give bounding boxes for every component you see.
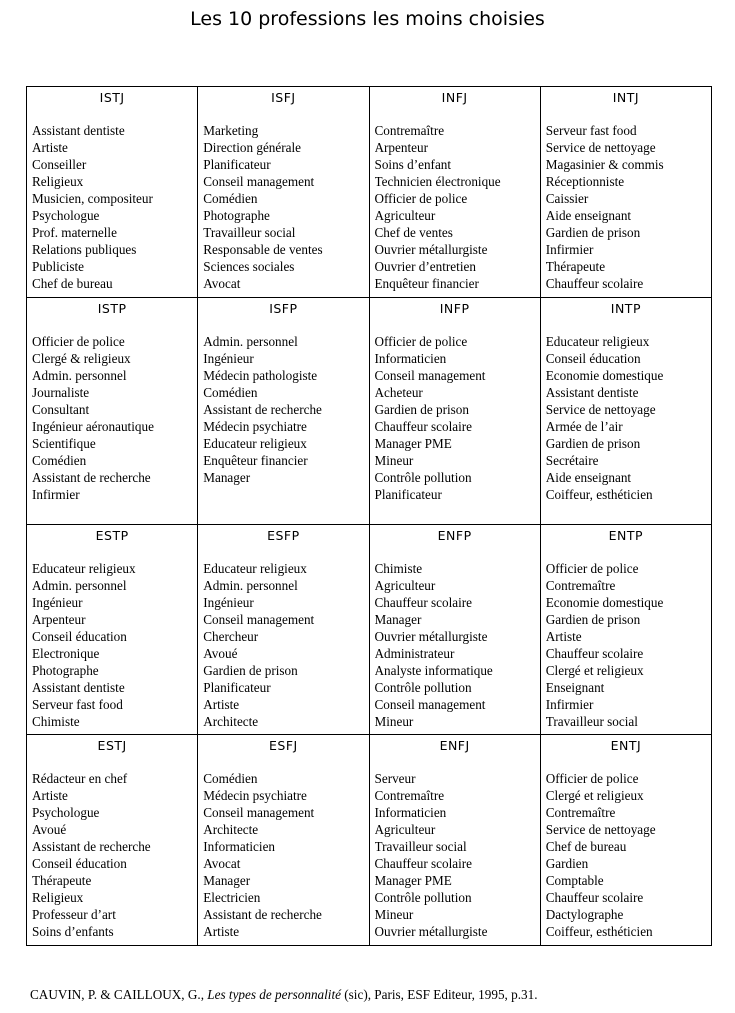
profession-item: Serveur [374,771,416,786]
profession-item: Chef de ventes [374,225,453,240]
profession-item: Avoué [203,646,238,661]
type-cell-esfj [198,735,369,946]
profession-item: Agriculteur [374,578,436,593]
profession-item: Conseil management [203,612,315,627]
profession-item: Publiciste [32,259,85,274]
profession-item: Sciences sociales [203,259,295,274]
type-cell-enfj [369,735,540,946]
profession-item: Chimiste [32,714,80,729]
type-cell-intp [540,298,711,525]
profession-list [198,560,368,730]
profession-item: Infirmier [545,242,594,257]
profession-item: Gardien de prison [545,436,641,451]
profession-item: Contrôle pollution [374,470,472,485]
type-heading: ENFJ [439,738,470,753]
profession-item: Direction générale [203,140,302,155]
profession-item: Rédacteur en chef [32,771,128,786]
profession-item: Enseignant [545,680,605,695]
profession-item: Chercheur [203,629,259,644]
profession-item: Avocat [203,276,241,291]
type-cell-enfp [369,525,540,735]
profession-item: Comédien [32,453,87,468]
profession-item: Conseil éducation [545,351,641,366]
profession-item: Officier de police [545,561,639,576]
profession-item: Contrôle pollution [374,680,472,695]
citation-details: (sic), Paris, ESF Editeur, 1995, p.31. [340,987,538,1002]
profession-item: Conseiller [32,157,87,172]
profession-item: Religieux [32,890,84,905]
profession-item: Responsable de ventes [203,242,323,257]
profession-item: Coiffeur, esthéticien [545,924,653,939]
profession-list [541,333,711,503]
profession-item: Soins d’enfant [374,157,452,172]
profession-item: Ouvrier d’entretien [374,259,476,274]
type-cell-intj [540,87,711,298]
type-heading: INFJ [441,90,468,105]
type-heading: ESFJ [269,738,298,753]
profession-list [370,770,540,940]
profession-list [198,333,368,486]
profession-item: Admin. personnel [203,334,298,349]
profession-item: Informaticien [374,351,447,366]
profession-item: Manager [203,873,251,888]
citation [30,987,720,1003]
profession-item: Assistant dentiste [545,385,639,400]
profession-item: Assistant de recherche [203,402,322,417]
type-cell-estp [27,525,198,735]
profession-item: Assistant de recherche [203,907,322,922]
profession-item: Educateur religieux [203,561,307,576]
type-cell-infp [369,298,540,525]
profession-item: Mineur [374,453,414,468]
profession-item: Clergé et religieux [545,663,644,678]
profession-item: Planificateur [203,157,271,172]
profession-item: Manager [203,470,251,485]
profession-item: Secrétaire [545,453,599,468]
profession-item: Agriculteur [374,822,436,837]
profession-item: Chauffeur scolaire [545,890,644,905]
profession-item: Educateur religieux [203,436,307,451]
profession-item: Arpenteur [32,612,86,627]
profession-item: Conseil éducation [32,856,127,871]
profession-item: Agriculteur [374,208,436,223]
type-heading: ESFP [267,528,300,543]
profession-item: Manager PME [374,873,452,888]
profession-item: Ingénieur [203,351,254,366]
profession-item: Artiste [203,924,240,939]
profession-item: Contrôle pollution [374,890,472,905]
profession-item: Travailleur social [203,225,296,240]
profession-item: Coiffeur, esthéticien [545,487,653,502]
profession-item: Chef de bureau [545,839,627,854]
profession-item: Chauffeur scolaire [545,646,644,661]
profession-item: Comédien [203,191,258,206]
profession-item: Chimiste [374,561,423,576]
profession-item: Arpenteur [374,140,428,155]
profession-item: Assistant de recherche [32,470,151,485]
profession-item: Admin. personnel [203,578,298,593]
profession-item: Conseil management [203,805,315,820]
profession-item: Service de nettoyage [545,402,656,417]
profession-list [541,560,711,730]
profession-item: Manager PME [374,436,452,451]
profession-item: Ingénieur aéronautique [32,419,154,434]
citation-authors: CAUVIN, P. & CAILLOUX, G., [30,987,208,1002]
table-row [27,87,712,298]
profession-item: Contremaître [545,578,616,593]
profession-item: Officier de police [374,191,468,206]
profession-item: Technicien électronique [374,174,501,189]
profession-item: Prof. maternelle [32,225,117,240]
profession-item: Infirmier [32,487,80,502]
type-cell-esfp [198,525,369,735]
profession-item: Architecte [203,714,259,729]
type-cell-isfj [198,87,369,298]
profession-item: Dactylographe [545,907,624,922]
professions-table [26,86,712,946]
profession-item: Service de nettoyage [545,140,656,155]
type-heading: INFP [439,301,470,316]
profession-item: Réceptionniste [545,174,625,189]
profession-item: Serveur fast food [32,697,123,712]
profession-list [541,122,711,292]
profession-item: Informaticien [203,839,276,854]
type-cell-entp [540,525,711,735]
profession-item: Enquêteur financier [374,276,479,291]
profession-item: Relations publiques [32,242,137,257]
profession-item: Médecin psychiatre [203,788,307,803]
profession-item: Scientifique [32,436,96,451]
type-heading: ENFP [437,528,472,543]
profession-item: Electricien [203,890,261,905]
profession-item: Artiste [32,788,68,803]
profession-list [370,560,540,730]
profession-item: Administrateur [374,646,455,661]
profession-item: Thérapeute [32,873,92,888]
profession-item: Officier de police [32,334,125,349]
profession-item: Armée de l’air [545,419,623,434]
profession-item: Professeur d’art [32,907,116,922]
profession-item: Enquêteur financier [203,453,308,468]
profession-item: Officier de police [374,334,468,349]
profession-item: Planificateur [203,680,271,695]
profession-item: Gardien [545,856,589,871]
profession-item: Conseil management [374,368,486,383]
profession-item: Economie domestique [545,368,664,383]
profession-item: Planificateur [374,487,442,502]
profession-item: Chauffeur scolaire [374,856,473,871]
profession-item: Assistant dentiste [32,680,125,695]
page-title: Les 10 professions les moins choisies [190,8,545,30]
profession-item: Photographe [203,208,270,223]
type-cell-isfp [198,298,369,525]
profession-item: Chauffeur scolaire [374,595,473,610]
profession-item: Contremaître [374,123,445,138]
type-heading: ENTP [608,528,644,543]
profession-item: Magasinier & commis [545,157,664,172]
profession-item: Clergé & religieux [32,351,131,366]
profession-item: Travailleur social [545,714,638,729]
profession-item: Aide enseignant [545,208,632,223]
table-row [27,298,712,525]
type-cell-entj [540,735,711,946]
profession-item: Soins d’enfants [32,924,114,939]
type-cell-istj [27,87,198,298]
profession-item: Manager [374,612,422,627]
profession-item: Artiste [203,697,240,712]
profession-item: Consultant [32,402,90,417]
type-cell-infj [369,87,540,298]
profession-item: Artiste [545,629,582,644]
type-cell-istp [27,298,198,525]
profession-item: Médecin psychiatre [203,419,307,434]
profession-item: Clergé et religieux [545,788,644,803]
profession-list [27,770,197,940]
profession-item: Ouvrier métallurgiste [374,924,488,939]
profession-item: Avoué [32,822,67,837]
type-heading: ISTP [97,301,127,316]
profession-list [27,560,197,730]
profession-item: Conseil management [374,697,486,712]
type-heading: ESTP [95,528,129,543]
profession-item: Journaliste [32,385,90,400]
profession-item: Musicien, compositeur [32,191,153,206]
profession-item: Artiste [32,140,68,155]
profession-item: Assistant de recherche [32,839,151,854]
profession-item: Comptable [545,873,604,888]
profession-item: Psychologue [32,805,100,820]
profession-list [541,770,711,940]
profession-item: Officier de police [545,771,639,786]
profession-item: Chef de bureau [32,276,113,291]
profession-item: Ouvrier métallurgiste [374,242,488,257]
profession-item: Gardien de prison [374,402,469,417]
profession-item: Gardien de prison [545,225,641,240]
profession-item: Educateur religieux [545,334,650,349]
profession-item: Admin. personnel [32,578,127,593]
profession-item: Ouvrier métallurgiste [374,629,488,644]
profession-item: Comédien [203,385,258,400]
profession-item: Mineur [374,714,414,729]
profession-item: Serveur fast food [545,123,637,138]
profession-list [27,333,197,503]
profession-item: Acheteur [374,385,423,400]
profession-item: Caissier [545,191,589,206]
profession-item: Comédien [203,771,258,786]
profession-list [27,122,197,292]
profession-item: Analyste informatique [374,663,493,678]
profession-item: Conseil éducation [32,629,127,644]
profession-item: Psychologue [32,208,100,223]
type-cell-estj [27,735,198,946]
profession-item: Mineur [374,907,414,922]
profession-item: Service de nettoyage [545,822,656,837]
profession-item: Thérapeute [545,259,606,274]
table-row [27,735,712,946]
profession-item: Educateur religieux [32,561,136,576]
profession-item: Architecte [203,822,259,837]
profession-list [370,333,540,503]
profession-item: Chauffeur scolaire [545,276,644,291]
profession-item: Economie domestique [545,595,664,610]
table-row [27,525,712,735]
type-heading: ESTJ [97,738,127,753]
type-heading: INTP [610,301,641,316]
profession-item: Travailleur social [374,839,467,854]
profession-item: Photographe [32,663,99,678]
profession-item: Marketing [203,123,259,138]
profession-item: Contremaître [545,805,616,820]
profession-item: Ingénieur [203,595,254,610]
type-heading: ENTJ [610,738,642,753]
profession-item: Gardien de prison [203,663,298,678]
profession-item: Contremaître [374,788,445,803]
type-heading: ISTJ [99,90,125,105]
profession-list [198,770,368,940]
citation-book-title: Les types de personnalité [207,987,341,1002]
profession-item: Avocat [203,856,241,871]
profession-item: Admin. personnel [32,368,127,383]
profession-item: Aide enseignant [545,470,632,485]
profession-item: Gardien de prison [545,612,641,627]
type-heading: ISFJ [271,90,296,105]
profession-list [370,122,540,292]
type-heading: INTJ [612,90,640,105]
profession-item: Médecin pathologiste [203,368,318,383]
type-heading: ISFP [269,301,298,316]
profession-item: Chauffeur scolaire [374,419,473,434]
profession-item: Infirmier [545,697,594,712]
profession-item: Conseil management [203,174,315,189]
profession-item: Ingénieur [32,595,83,610]
profession-item: Electronique [32,646,100,661]
profession-item: Religieux [32,174,84,189]
profession-list [198,122,368,292]
profession-item: Informaticien [374,805,447,820]
profession-item: Assistant dentiste [32,123,125,138]
